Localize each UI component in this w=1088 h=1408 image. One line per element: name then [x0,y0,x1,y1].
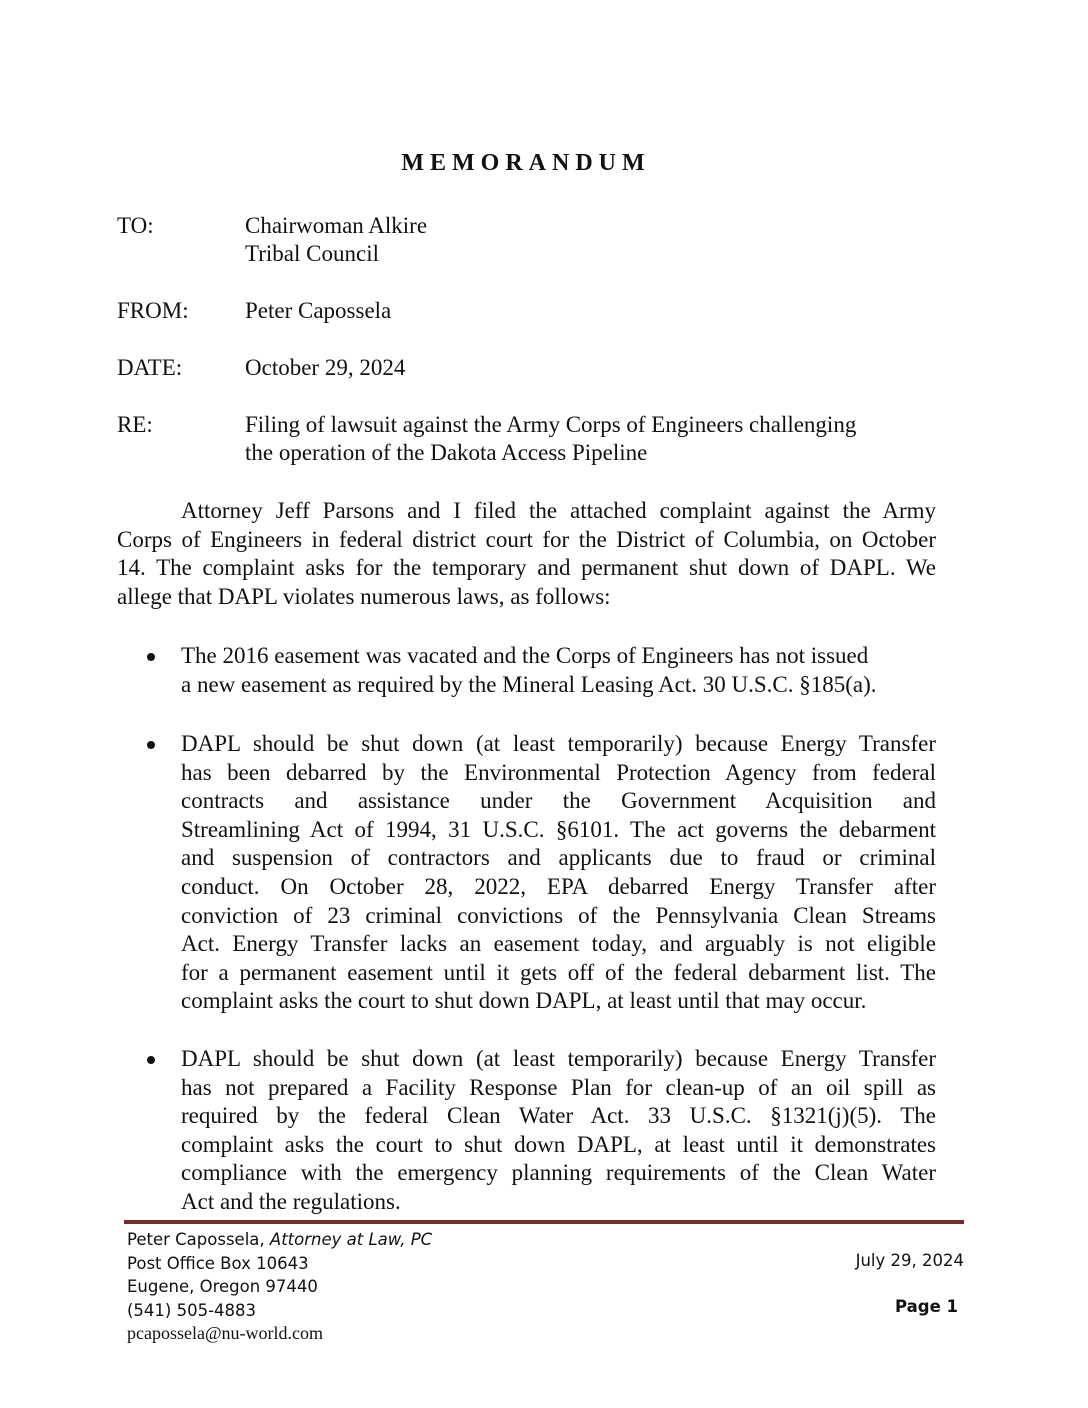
memo-title: MEMORANDUM [401,150,651,176]
to-line: Tribal Council [245,241,379,266]
bullet-line: DAPL should be shut down (at least temporarily) because Energy Transfer [181,1046,936,1071]
bullet-icon [147,741,155,749]
from-label: FROM: [117,298,189,323]
to-line: Chairwoman Alkire [245,213,428,238]
footer-address1: Post Office Box 10643 [127,1253,309,1273]
to-label: TO: [117,213,154,238]
bullet-line: and suspension of contractors and applicants due to fraud or criminal [181,845,936,871]
footer-divider [124,1220,964,1224]
bullet-line: DAPL should be shut down (at least temporarily) because Energy Transfer [181,731,936,756]
bullet-line: Act and the regulations. [181,1188,401,1214]
bullet-line: has been debarred by the Environmental Protection Agency from federal [181,759,936,785]
bullet-line: compliance with the emergency planning requirements of the Clean Water [181,1160,936,1186]
bullet-line: required by the federal Clean Water Act. 33 U.S.C. §1321(j)(5). The [181,1103,936,1129]
bullet-line: for a permanent easement until it gets off of the federal debarment list. The [181,959,936,985]
bullet-line: has not prepared a Facility Response Plan for clean-up of an oil spill as [181,1074,936,1100]
footer-email: pcapossela@nu-world.com [127,1323,324,1343]
re-line: Filing of lawsuit against the Army Corps of Engineers challenging [245,412,857,437]
bullet-line: conduct. On October 28, 2022, EPA debarred Energy Transfer after [181,873,936,899]
bullet-line: complaint asks the court to shut down DAPL, at least until that may occur. [181,988,867,1014]
to-value [245,212,945,268]
footer-date: July 29, 2024 [855,1251,964,1270]
bullet-text [181,642,936,699]
from-value [245,297,945,325]
bullet-line: The 2016 easement was vacated and the Corps of Engineers has not issued [181,643,869,668]
bullet-line: contracts and assistance under the Government Acquisition and [181,788,936,814]
date-text: October 29, 2024 [245,355,406,380]
footer-phone: (541) 505-4883 [127,1300,257,1320]
footer-name-line [127,1228,432,1252]
re-line: the operation of the Dakota Access Pipeline [245,440,648,465]
bullet-text [181,730,936,1016]
page-number: Page 1 [894,1297,958,1316]
bullet-icon [147,1056,155,1064]
intro-line: allege that DAPL violates numerous laws, as follows: [117,583,611,609]
footer-address2: Eugene, Oregon 97440 [127,1277,318,1296]
bullet-line: Act. Energy Transfer lacks an easement today, and arguably is not eligible [181,931,936,957]
intro-line: Corps of Engineers in federal district court for the District of Columbia, on October [117,526,936,552]
intro-line: 14. The complaint asks for the temporary and permanent shut down of DAPL. We [117,555,936,581]
bullet-line: Streamlining Act of 1994, 31 U.S.C. §6101. The act governs the debarment [181,816,936,842]
intro-line: Attorney Jeff Parsons and I filed the attached complaint against the Army [181,498,936,523]
from-name: Peter Capossela [245,298,392,323]
intro-paragraph [117,497,936,611]
bullet-line: conviction of 23 criminal convictions of the Pennsylvania Clean Streams [181,902,936,928]
footer-name-title: Attorney at Law, PC [269,1230,433,1249]
bullet-text [181,1045,936,1217]
date-value [245,354,945,382]
footer-address-block [127,1228,432,1346]
bullet-icon [147,653,155,661]
bullet-line: a new easement as required by the Mineral Leasing Act. 30 U.S.C. §185(a). [181,671,877,697]
date-label: DATE: [117,355,183,380]
bullet-line: complaint asks the court to shut down DAPL, at least until it demonstrates [181,1131,936,1157]
re-value [245,411,945,467]
re-label: RE: [117,412,153,437]
footer-name: Peter Capossela, [127,1230,270,1249]
